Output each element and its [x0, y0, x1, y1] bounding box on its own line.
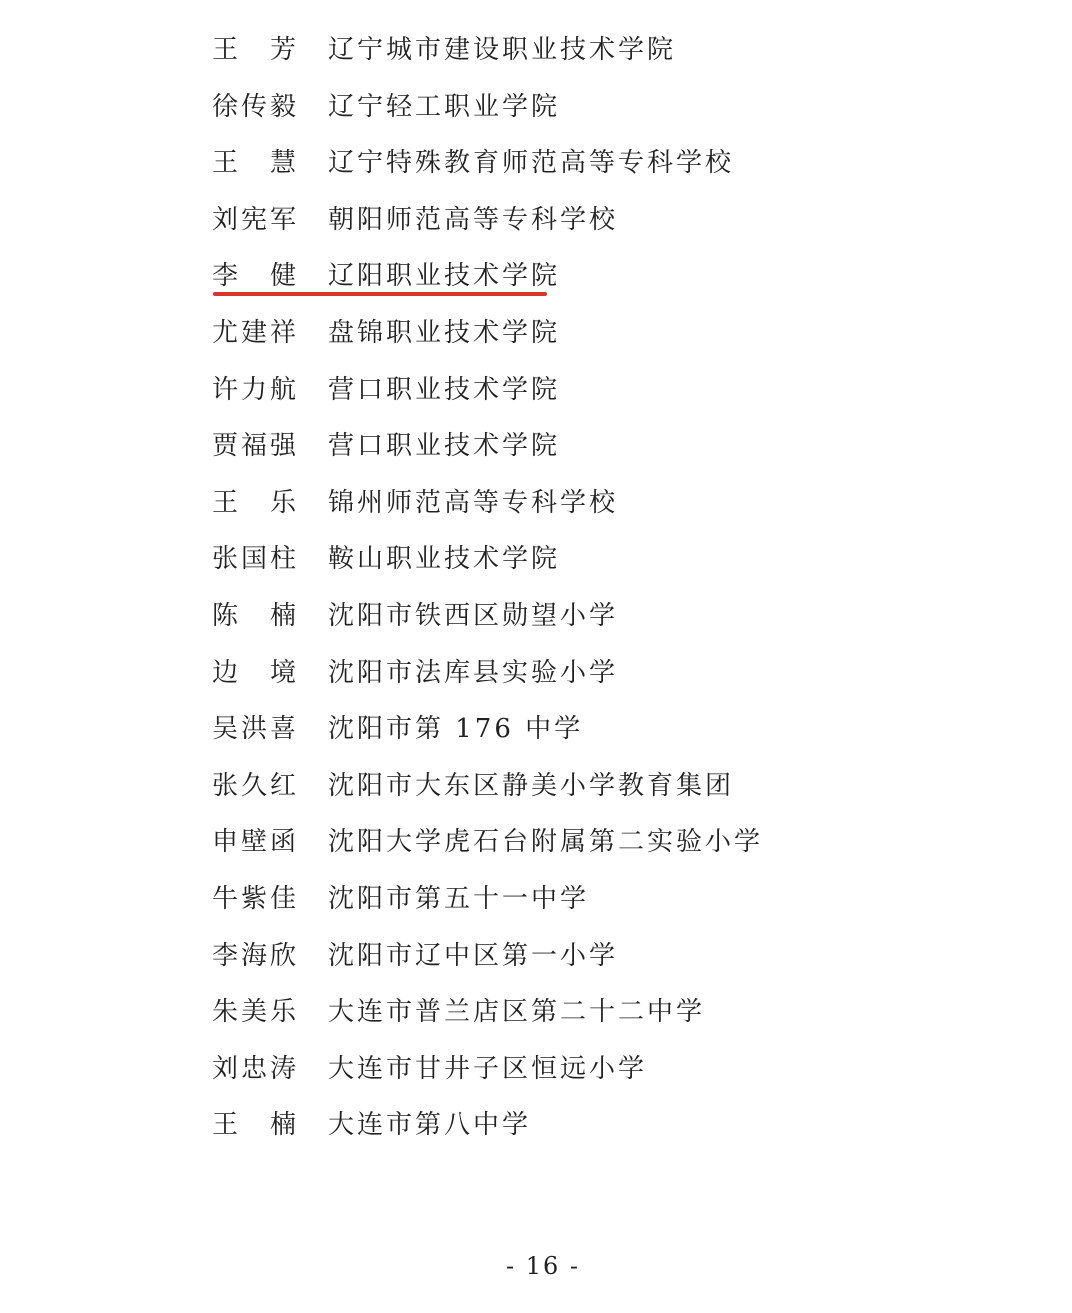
institution-name: 沈阳市第五十一中学 [328, 883, 590, 914]
person-name: 张久红 [212, 770, 300, 801]
institution-name: 盘锦职业技术学院 [328, 317, 561, 348]
institution-name: 沈阳市大东区静美小学教育集团 [328, 770, 735, 801]
person-name: 刘忠涛 [212, 1053, 300, 1084]
institution-name: 沈阳市第 176 中学 [328, 714, 584, 745]
person-name: 边 境 [212, 657, 300, 688]
person-name: 李海欣 [212, 940, 300, 971]
list-item [0, 588, 1072, 645]
person-name: 朱美乐 [212, 997, 300, 1028]
list-item [0, 871, 1072, 928]
person-name: 许力航 [212, 374, 300, 405]
institution-name: 辽宁轻工职业学院 [328, 91, 561, 122]
person-name: 王 芳 [212, 35, 300, 65]
institution-name: 沈阳市辽中区第一小学 [328, 940, 619, 971]
list-item [0, 645, 1072, 702]
institution-name: 沈阳市铁西区勋望小学 [328, 600, 619, 631]
list-item [0, 701, 1072, 758]
list-item [0, 305, 1072, 362]
name-list [0, 22, 1072, 1154]
person-name: 尤建祥 [212, 317, 300, 348]
red-underline-mark [213, 292, 547, 296]
list-item [0, 79, 1072, 136]
institution-name: 锦州师范高等专科学校 [328, 487, 619, 518]
institution-name: 辽宁城市建设职业技术学院 [328, 35, 677, 65]
list-item [0, 531, 1072, 588]
institution-name: 辽阳职业技术学院 [328, 261, 561, 292]
person-name: 牛紫佳 [212, 883, 300, 914]
list-item [0, 418, 1072, 475]
person-name: 刘宪军 [212, 204, 300, 235]
list-item [0, 135, 1072, 192]
list-item [0, 928, 1072, 985]
person-name: 申壁函 [212, 827, 300, 858]
page-number: - 16 - [505, 1252, 580, 1280]
list-item [0, 814, 1072, 871]
list-item [0, 1097, 1072, 1154]
institution-name: 大连市普兰店区第二十二中学 [328, 997, 706, 1028]
list-item [0, 22, 1072, 79]
institution-name: 营口职业技术学院 [328, 431, 561, 462]
person-name: 吴洪喜 [212, 714, 300, 745]
list-item [0, 362, 1072, 419]
institution-name: 大连市第八中学 [328, 1110, 532, 1141]
list-item [0, 1041, 1072, 1098]
list-item [0, 984, 1072, 1041]
person-name: 贾福强 [212, 431, 300, 462]
institution-name: 营口职业技术学院 [328, 374, 561, 405]
person-name: 王 慧 [212, 148, 300, 179]
person-name: 张国柱 [212, 544, 300, 575]
list-item [0, 248, 1072, 305]
institution-name: 沈阳大学虎石台附属第二实验小学 [328, 827, 764, 858]
list-item [0, 475, 1072, 532]
institution-name: 辽宁特殊教育师范高等专科学校 [328, 148, 735, 179]
institution-name: 朝阳师范高等专科学校 [328, 204, 619, 235]
person-name: 李 健 [212, 261, 300, 292]
institution-name: 鞍山职业技术学院 [328, 544, 561, 575]
person-name: 陈 楠 [212, 600, 300, 631]
person-name: 王 楠 [212, 1110, 300, 1141]
person-name: 王 乐 [212, 487, 300, 518]
institution-name: 沈阳市法库县实验小学 [328, 657, 619, 688]
person-name: 徐传毅 [212, 91, 300, 122]
institution-name: 大连市甘井子区恒远小学 [328, 1053, 648, 1084]
list-item [0, 192, 1072, 249]
list-item [0, 758, 1072, 815]
